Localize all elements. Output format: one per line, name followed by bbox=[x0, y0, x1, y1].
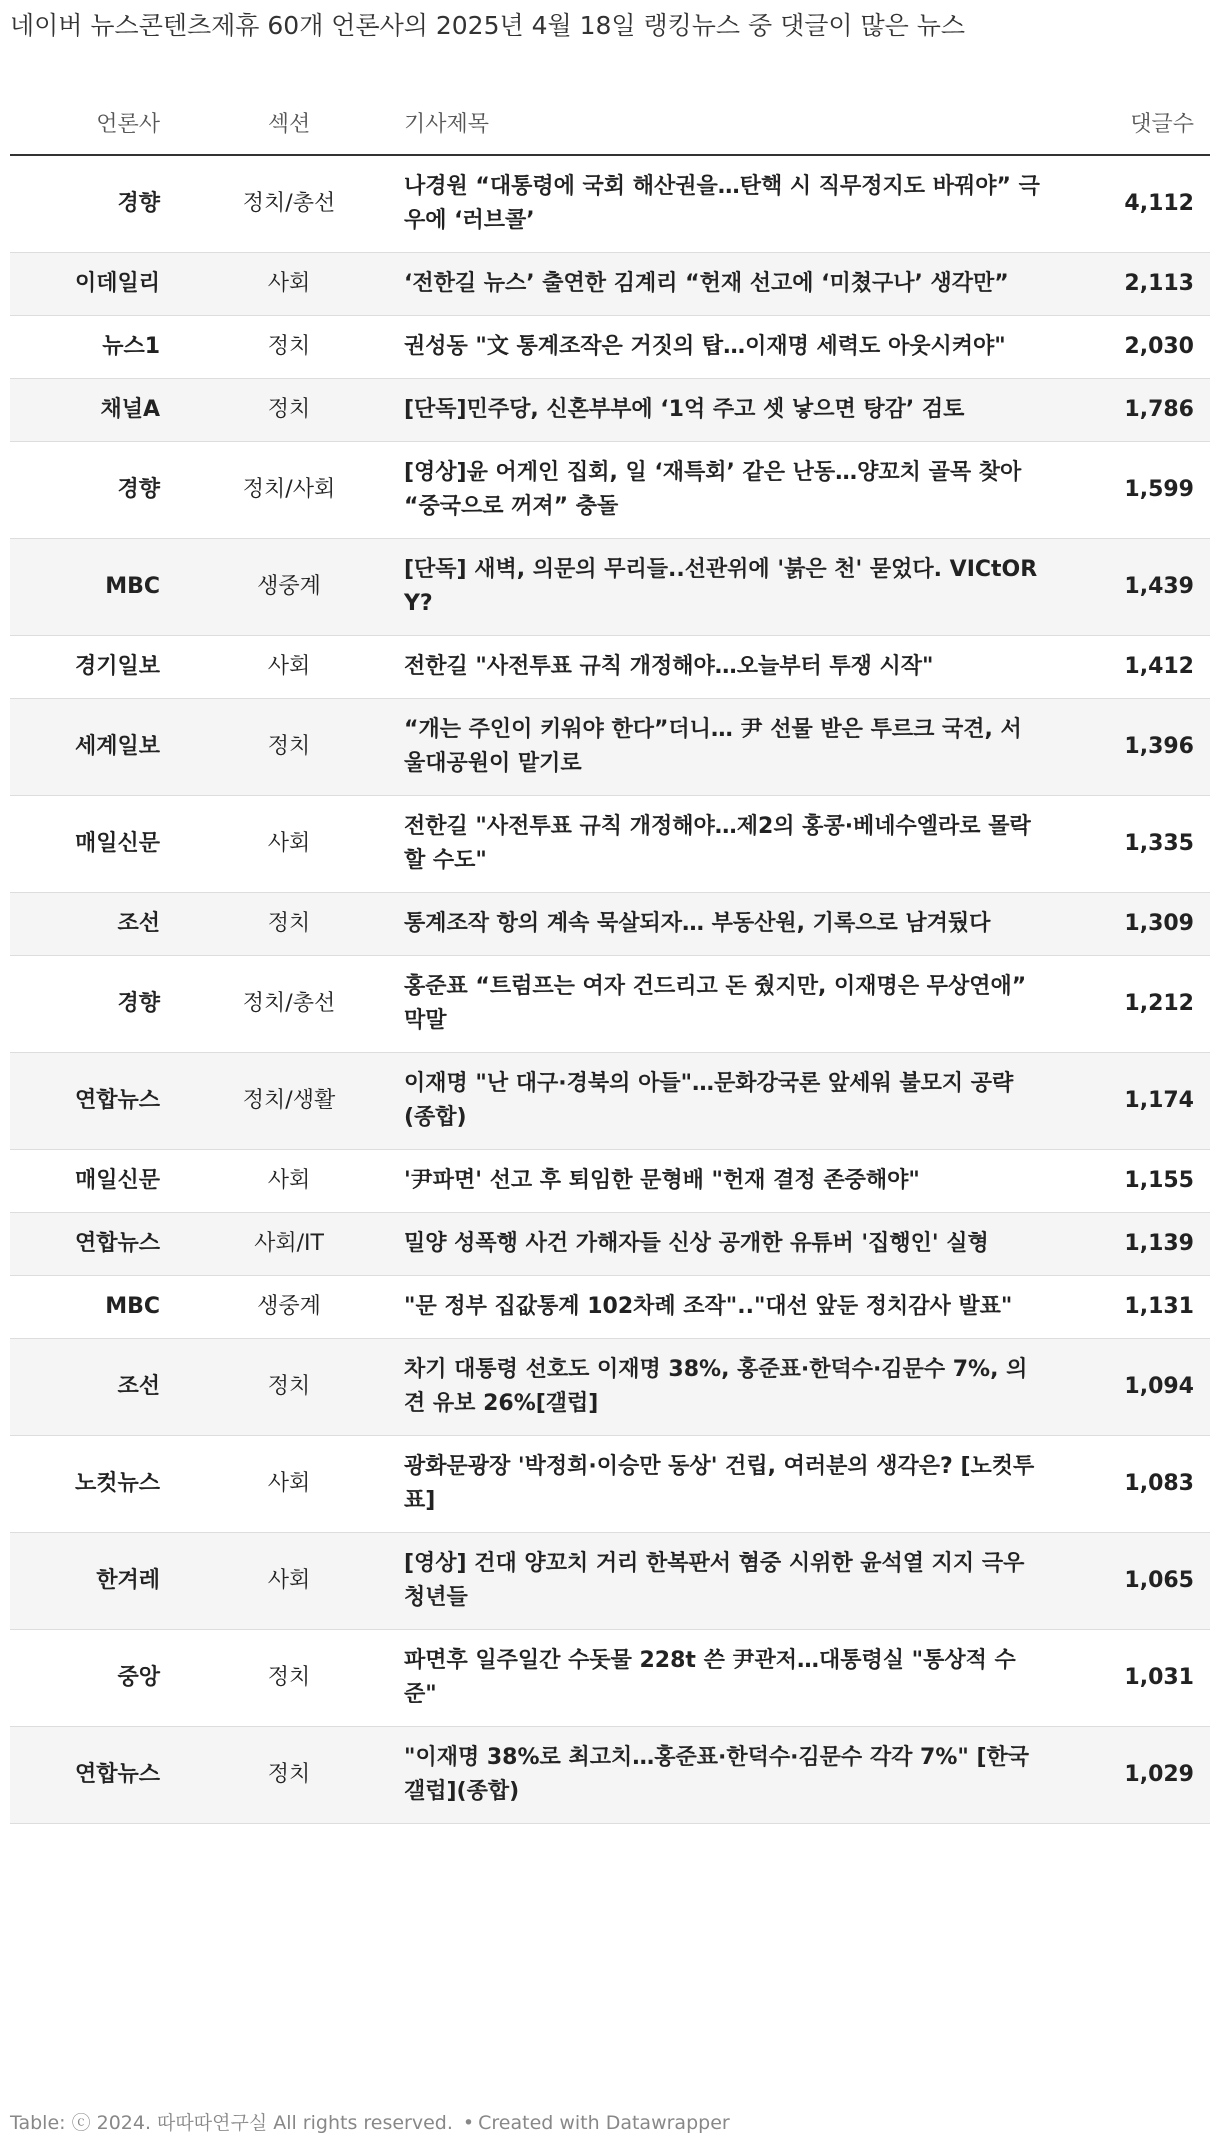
section-cell: 정치 bbox=[176, 316, 402, 379]
comment-count-cell: 1,396 bbox=[1080, 699, 1210, 796]
comment-count-cell: 1,131 bbox=[1080, 1276, 1210, 1339]
table-row bbox=[10, 1630, 1210, 1727]
section-cell: 정치 bbox=[176, 379, 402, 442]
press-cell: 연합뉴스 bbox=[10, 1053, 176, 1150]
footer-separator: • bbox=[462, 2112, 475, 2134]
column-header-press[interactable]: 언론사 bbox=[10, 90, 176, 155]
headline-cell: 이재명 "난 대구·경북의 아들"…문화강국론 앞세워 불모지 공략(종합) bbox=[402, 1053, 1080, 1150]
table-row bbox=[10, 442, 1210, 539]
section-cell: 생중계 bbox=[176, 1276, 402, 1339]
headline-cell: 밀양 성폭행 사건 가해자들 신상 공개한 유튜버 '집행인' 실형 bbox=[402, 1213, 1080, 1276]
table-row bbox=[10, 1213, 1210, 1276]
section-cell: 정치/총선 bbox=[176, 155, 402, 253]
section-cell: 정치 bbox=[176, 699, 402, 796]
headline-cell: ‘전한길 뉴스’ 출연한 김계리 “헌재 선고에 ‘미쳤구나’ 생각만” bbox=[402, 253, 1080, 316]
column-header-comments[interactable]: 댓글수 bbox=[1080, 90, 1210, 155]
press-cell: 경향 bbox=[10, 442, 176, 539]
ranking-table bbox=[10, 90, 1210, 1824]
comment-count-cell: 1,094 bbox=[1080, 1339, 1210, 1436]
table-row bbox=[10, 1727, 1210, 1824]
section-cell: 사회/IT bbox=[176, 1213, 402, 1276]
press-cell: 경향 bbox=[10, 956, 176, 1053]
press-cell: MBC bbox=[10, 539, 176, 636]
section-cell: 정치/사회 bbox=[176, 442, 402, 539]
table-row bbox=[10, 1150, 1210, 1213]
table-row bbox=[10, 539, 1210, 636]
section-cell: 사회 bbox=[176, 1150, 402, 1213]
table-row bbox=[10, 316, 1210, 379]
comment-count-cell: 1,139 bbox=[1080, 1213, 1210, 1276]
headline-cell: "이재명 38%로 최고치…홍준표·한덕수·김문수 각각 7%" [한국갤럽](종합) bbox=[402, 1727, 1080, 1824]
press-cell: 연합뉴스 bbox=[10, 1727, 176, 1824]
table-row bbox=[10, 155, 1210, 253]
press-cell: 세계일보 bbox=[10, 699, 176, 796]
section-cell: 사회 bbox=[176, 796, 402, 893]
section-cell: 정치/총선 bbox=[176, 956, 402, 1053]
section-cell: 사회 bbox=[176, 636, 402, 699]
press-cell: 중앙 bbox=[10, 1630, 176, 1727]
section-cell: 정치/생활 bbox=[176, 1053, 402, 1150]
comment-count-cell: 1,212 bbox=[1080, 956, 1210, 1053]
comment-count-cell: 2,030 bbox=[1080, 316, 1210, 379]
press-cell: 연합뉴스 bbox=[10, 1213, 176, 1276]
headline-cell: 파면후 일주일간 수돗물 228t 쓴 尹관저…대통령실 "통상적 수준" bbox=[402, 1630, 1080, 1727]
comment-count-cell: 1,029 bbox=[1080, 1727, 1210, 1824]
comment-count-cell: 1,309 bbox=[1080, 893, 1210, 956]
headline-cell: “개는 주인이 키워야 한다”더니… 尹 선물 받은 투르크 국견, 서울대공원이 맡기로 bbox=[402, 699, 1080, 796]
comment-count-cell: 1,412 bbox=[1080, 636, 1210, 699]
press-cell: 경향 bbox=[10, 155, 176, 253]
column-header-section[interactable]: 섹션 bbox=[176, 90, 402, 155]
headline-cell: 차기 대통령 선호도 이재명 38%, 홍준표·한덕수·김문수 7%, 의견 유보 26%[갤럽] bbox=[402, 1339, 1080, 1436]
section-cell: 정치 bbox=[176, 1630, 402, 1727]
header-row bbox=[10, 90, 1210, 155]
table-body bbox=[10, 155, 1210, 1824]
table-row bbox=[10, 1339, 1210, 1436]
headline-cell: 권성동 "文 통계조작은 거짓의 탑…이재명 세력도 아웃시켜야" bbox=[402, 316, 1080, 379]
headline-cell: '尹파면' 선고 후 퇴임한 문형배 "헌재 결정 존중해야" bbox=[402, 1150, 1080, 1213]
headline-cell: [단독] 새벽, 의문의 무리들..선관위에 '붉은 천' 묻었다. VICtORY? bbox=[402, 539, 1080, 636]
comment-count-cell: 1,174 bbox=[1080, 1053, 1210, 1150]
table-row bbox=[10, 796, 1210, 893]
headline-cell: 나경원 “대통령에 국회 해산권을…탄핵 시 직무정지도 바꿔야” 극우에 ‘러브콜’ bbox=[402, 155, 1080, 253]
section-cell: 사회 bbox=[176, 1533, 402, 1630]
table-row bbox=[10, 379, 1210, 442]
table-row bbox=[10, 1053, 1210, 1150]
comment-count-cell: 1,065 bbox=[1080, 1533, 1210, 1630]
table-header bbox=[10, 90, 1210, 155]
table-row bbox=[10, 1276, 1210, 1339]
comment-count-cell: 1,786 bbox=[1080, 379, 1210, 442]
press-cell: 노컷뉴스 bbox=[10, 1436, 176, 1533]
comment-count-cell: 1,439 bbox=[1080, 539, 1210, 636]
press-cell: 조선 bbox=[10, 1339, 176, 1436]
section-cell: 정치 bbox=[176, 893, 402, 956]
headline-cell: 광화문광장 '박정희·이승만 동상' 건립, 여러분의 생각은? [노컷투표] bbox=[402, 1436, 1080, 1533]
headline-cell: [단독]민주당, 신혼부부에 ‘1억 주고 셋 낳으면 탕감’ 검토 bbox=[402, 379, 1080, 442]
section-cell: 생중계 bbox=[176, 539, 402, 636]
press-cell: 채널A bbox=[10, 379, 176, 442]
headline-cell: 전한길 "사전투표 규칙 개정해야…제2의 홍콩·베네수엘라로 몰락할 수도" bbox=[402, 796, 1080, 893]
comment-count-cell: 1,083 bbox=[1080, 1436, 1210, 1533]
press-cell: MBC bbox=[10, 1276, 176, 1339]
column-header-headline[interactable]: 기사제목 bbox=[402, 90, 1080, 155]
table-row bbox=[10, 956, 1210, 1053]
table-row bbox=[10, 1533, 1210, 1630]
headline-cell: 전한길 "사전투표 규칙 개정해야…오늘부터 투쟁 시작" bbox=[402, 636, 1080, 699]
headline-cell: [영상] 건대 양꼬치 거리 한복판서 혐중 시위한 윤석열 지지 극우 청년들 bbox=[402, 1533, 1080, 1630]
comment-count-cell: 4,112 bbox=[1080, 155, 1210, 253]
comment-count-cell: 1,155 bbox=[1080, 1150, 1210, 1213]
headline-cell: 통계조작 항의 계속 묵살되자… 부동산원, 기록으로 남겨뒀다 bbox=[402, 893, 1080, 956]
comment-count-cell: 1,031 bbox=[1080, 1630, 1210, 1727]
comment-count-cell: 1,335 bbox=[1080, 796, 1210, 893]
section-cell: 사회 bbox=[176, 1436, 402, 1533]
press-cell: 뉴스1 bbox=[10, 316, 176, 379]
table-row bbox=[10, 1436, 1210, 1533]
section-cell: 정치 bbox=[176, 1339, 402, 1436]
comment-count-cell: 2,113 bbox=[1080, 253, 1210, 316]
footer-credit: Table: ⓒ 2024. 따따따연구실 All rights reserved. bbox=[10, 2112, 453, 2134]
table-row bbox=[10, 636, 1210, 699]
section-cell: 사회 bbox=[176, 253, 402, 316]
press-cell: 한겨레 bbox=[10, 1533, 176, 1630]
footer bbox=[10, 2108, 730, 2135]
footer-tool: Created with Datawrapper bbox=[478, 2112, 730, 2134]
headline-cell: "문 정부 집값통계 102차례 조작".."대선 앞둔 정치감사 발표" bbox=[402, 1276, 1080, 1339]
page-title: 네이버 뉴스콘텐츠제휴 60개 언론사의 2025년 4월 18일 랭킹뉴스 중 댓글이 많은 뉴스 bbox=[10, 11, 966, 40]
press-cell: 매일신문 bbox=[10, 1150, 176, 1213]
press-cell: 조선 bbox=[10, 893, 176, 956]
headline-cell: [영상]윤 어게인 집회, 일 ‘재특회’ 같은 난동…양꼬치 골목 찾아 “중국으로 꺼져” 충돌 bbox=[402, 442, 1080, 539]
section-cell: 정치 bbox=[176, 1727, 402, 1824]
table-row bbox=[10, 893, 1210, 956]
press-cell: 경기일보 bbox=[10, 636, 176, 699]
press-cell: 매일신문 bbox=[10, 796, 176, 893]
press-cell: 이데일리 bbox=[10, 253, 176, 316]
table-row bbox=[10, 253, 1210, 316]
table-row bbox=[10, 699, 1210, 796]
headline-cell: 홍준표 “트럼프는 여자 건드리고 돈 줬지만, 이재명은 무상연애” 막말 bbox=[402, 956, 1080, 1053]
comment-count-cell: 1,599 bbox=[1080, 442, 1210, 539]
